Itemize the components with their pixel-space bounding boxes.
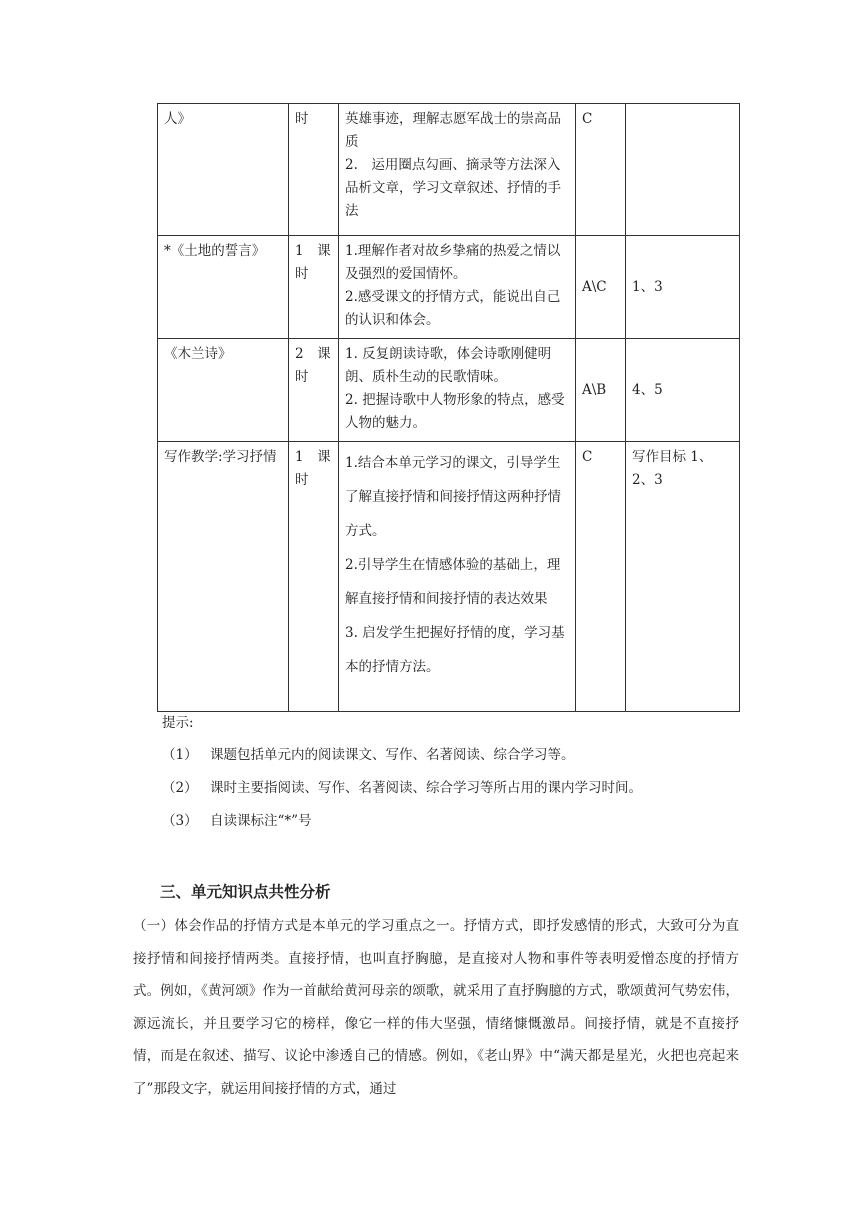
note-number: （3） bbox=[162, 813, 198, 829]
goal-item: 1.结合本单元学习的课文，引导学生了解直接抒情和间接抒情这两种抒情方式。 bbox=[345, 455, 561, 539]
note-item bbox=[162, 776, 642, 809]
table-row bbox=[158, 104, 740, 236]
lesson-target bbox=[626, 104, 740, 236]
lesson-target: 写作目标 1、2、3 bbox=[626, 442, 740, 712]
goal-item: 2.引导学生在情感体验的基础上，理解直接抒情和间接抒情的表达效果 bbox=[345, 557, 561, 607]
lesson-goals bbox=[339, 104, 576, 236]
table-row bbox=[158, 236, 740, 339]
lesson-goals bbox=[339, 236, 576, 339]
goal-item: 英雄事迹，理解志愿军战士的崇高品质 bbox=[345, 111, 561, 150]
table-row bbox=[158, 442, 740, 712]
goal-item: 1. 反复朗读诗歌，体会诗歌刚健明朗、质朴生动的民歌情味。 bbox=[345, 346, 552, 385]
note-item bbox=[162, 809, 642, 842]
lesson-target: 1、3 bbox=[626, 236, 740, 339]
lesson-target: 4、5 bbox=[626, 339, 740, 442]
lesson-goals bbox=[339, 442, 576, 712]
section-paragraph: （一）体会作品的抒情方式是本单元的学习重点之一。抒情方式，即抒发感情的形式，大致可分为直接抒情和间接抒情两类。直接抒情，也叫直抒胸臆，是直接对人物和事件等表明爱憎态度的抒情方式。例如，《黄河颂》作为一首献给黄河母亲的颂歌，就采用了直抒胸臆的方式，歌颂黄河气势宏伟，源远流长，并且要学习它的榜样，像它一样的伟大坚强，情绪慷慨激昂。间接抒情，就是不直接抒情，而是在叙述、描写、议论中渗透自己的情感。例如，《老山界》中“满天都是星光，火把也亮起来了”那段文字，就运用间接抒情的方式，通过 bbox=[133, 918, 739, 1097]
lesson-hours: 1 课时 bbox=[289, 236, 339, 339]
lesson-level: A\B bbox=[576, 339, 626, 442]
lesson-plan-table bbox=[157, 103, 740, 712]
note-item bbox=[162, 743, 642, 776]
lesson-title: *《土地的誓言》 bbox=[158, 236, 289, 339]
table-notes bbox=[162, 711, 642, 842]
lesson-hours: 1 课时 bbox=[289, 442, 339, 712]
lesson-goals bbox=[339, 339, 576, 442]
goal-item: 1.理解作者对故乡挚痛的热爱之情以及强烈的爱国情怀。 bbox=[345, 243, 561, 282]
note-number: （1） bbox=[162, 747, 198, 763]
lesson-title: 写作教学:学习抒情 bbox=[158, 442, 289, 712]
goal-item: 3. 启发学生把握好抒情的度，学习基本的抒情方法。 bbox=[345, 625, 565, 675]
section-heading: 三、单元知识点共性分析 bbox=[160, 882, 331, 901]
goal-item: 2. 把握诗歌中人物形象的特点，感受人物的魅力。 bbox=[345, 392, 565, 431]
lesson-level: A\C bbox=[576, 236, 626, 339]
lesson-hours: 时 bbox=[289, 104, 339, 236]
lesson-level: C bbox=[576, 104, 626, 236]
note-text: 课时主要指阅读、写作、名著阅读、综合学习等所占用的课内学习时间。 bbox=[210, 780, 642, 796]
note-text: 自读课标注“*”号 bbox=[210, 813, 312, 829]
lesson-title: 人》 bbox=[158, 104, 289, 236]
note-number: （2） bbox=[162, 780, 198, 796]
lesson-level: C bbox=[576, 442, 626, 712]
table-row bbox=[158, 339, 740, 442]
lesson-title: 《木兰诗》 bbox=[158, 339, 289, 442]
note-text: 课题包括单元内的阅读课文、写作、名著阅读、综合学习等。 bbox=[210, 747, 575, 763]
goal-item: 2. 运用圈点勾画、摘录等方法深入品析文章，学习文章叙述、抒情的手法 bbox=[345, 157, 561, 219]
lesson-hours: 2 课时 bbox=[289, 339, 339, 442]
goal-item: 2.感受课文的抒情方式，能说出自己的认识和体会。 bbox=[345, 289, 561, 328]
notes-hint: 提示: bbox=[162, 715, 194, 731]
